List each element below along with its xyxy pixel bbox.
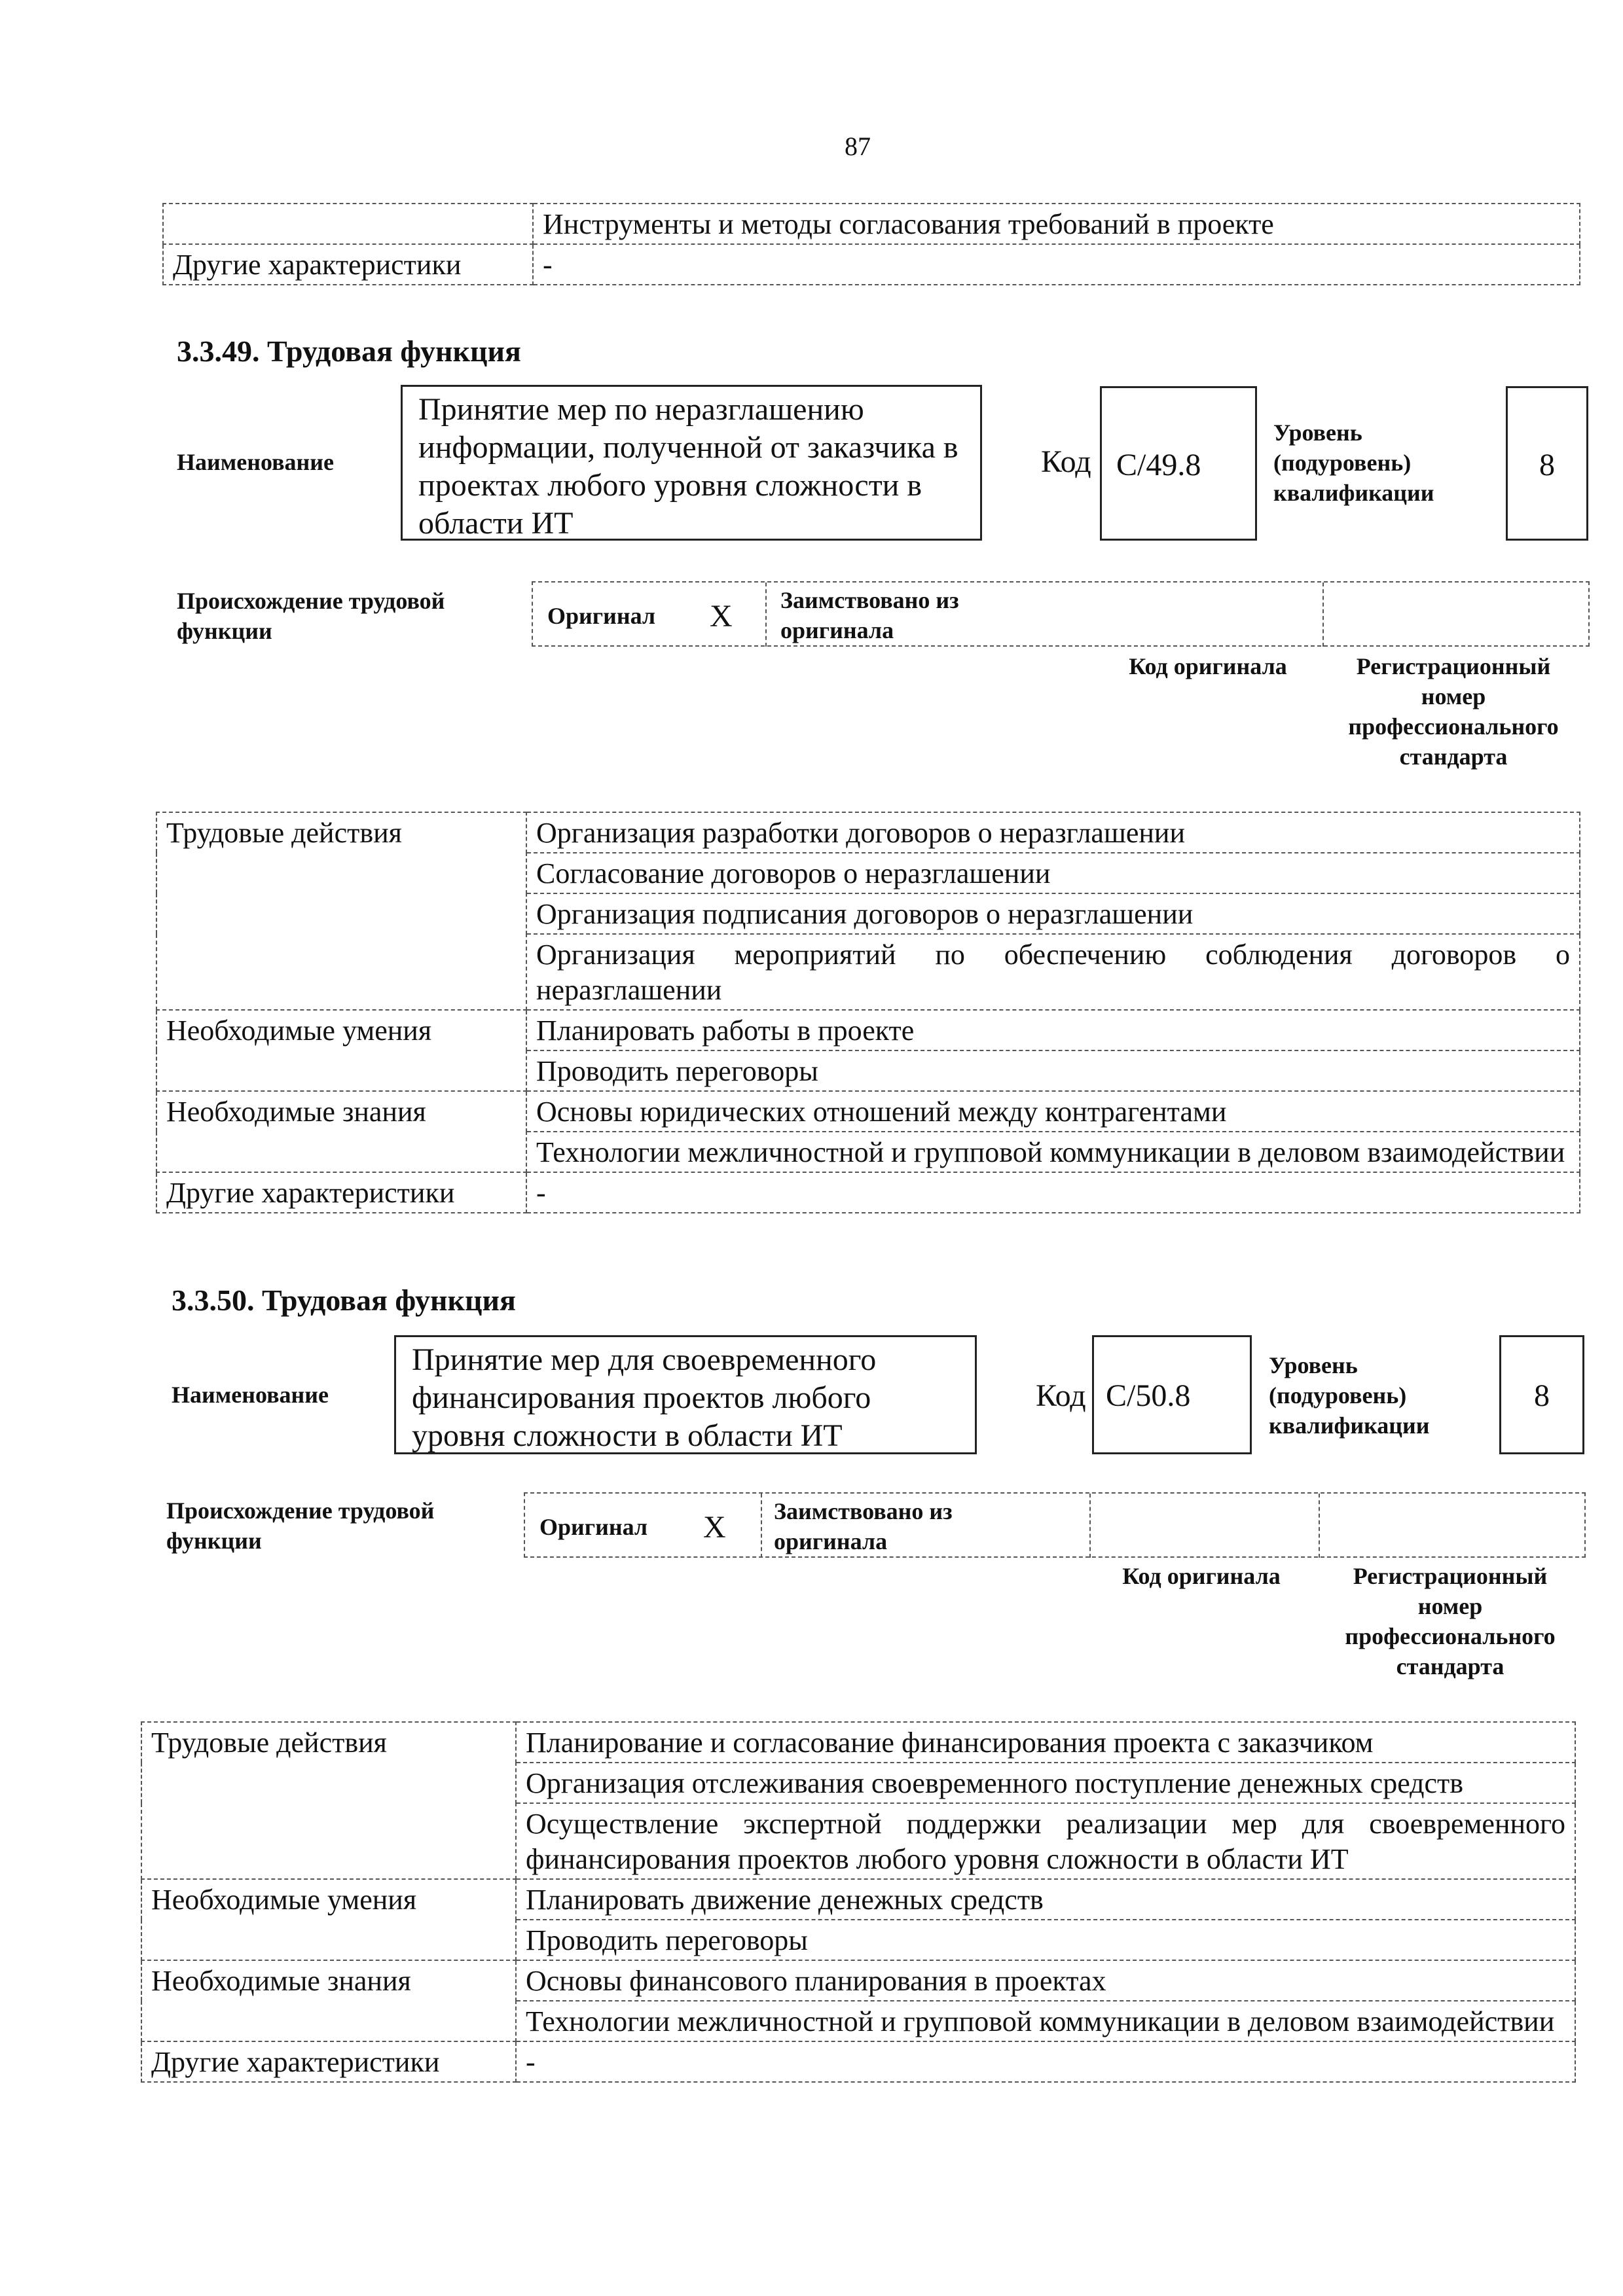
list-item: Осуществление экспертной поддержки реализации мер для своевременного финансирования проектов любого уровня сложности в области ИТ <box>516 1803 1575 1879</box>
table-row <box>156 1091 1580 1132</box>
list-item: Организация подписания договоров о неразглашении <box>526 893 1580 934</box>
borrowed-label: Заимствовано из оригинала <box>780 587 959 643</box>
table-row <box>163 244 1580 285</box>
page-number: 87 <box>845 132 871 161</box>
list-item: Планировать работы в проекте <box>526 1010 1580 1050</box>
origin-label: Происхождение трудовой функции <box>166 1498 435 1554</box>
code-original-caption: Код оригинала <box>1122 1563 1281 1589</box>
list-item: Проводить переговоры <box>516 1920 1575 1960</box>
row-label <box>163 204 533 244</box>
name-label: Наименование <box>177 449 334 475</box>
code-label: Код <box>1041 444 1091 479</box>
function-name-box <box>401 385 982 541</box>
function-details-table <box>156 812 1580 1213</box>
level-box <box>1506 386 1588 541</box>
table-row <box>156 1010 1580 1050</box>
code-value: C/50.8 <box>1106 1378 1191 1413</box>
list-item: Организация мероприятий по обеспечению соблюдения договоров о неразглашении <box>526 934 1580 1010</box>
list-item: Технологии межличностной и групповой коммуникации в деловом взаимодействии <box>526 1132 1580 1172</box>
group-label: Необходимые знания <box>156 1091 526 1172</box>
level-value: 8 <box>1534 1378 1550 1413</box>
table-row <box>141 1879 1575 1920</box>
section-heading: 3.3.50. Трудовая функция <box>172 1283 516 1317</box>
function-name: Принятие мер по неразглашению информации, полученной от заказчика в проектах любого уровня сложности в области ИТ <box>418 392 958 541</box>
list-item: - <box>526 1172 1580 1213</box>
origin-table <box>524 1492 1586 1558</box>
function-name: Принятие мер для своевременного финансирования проектов любого уровня сложности в области ИТ <box>412 1342 877 1453</box>
reg-number-caption: Регистрационный номер профессионального стандарта <box>1348 653 1559 770</box>
table-row <box>163 204 1580 244</box>
row-value: Инструменты и методы согласования требований в проекте <box>533 204 1580 244</box>
original-label: Оригинал <box>547 603 656 629</box>
function-details-table <box>141 1721 1576 2083</box>
group-label: Другие характеристики <box>156 1172 526 1213</box>
list-item: Основы юридических отношений между контрагентами <box>526 1091 1580 1132</box>
list-item: Проводить переговоры <box>526 1050 1580 1091</box>
original-mark: X <box>703 1510 726 1545</box>
code-label: Код <box>1036 1378 1086 1413</box>
original-mark: X <box>710 599 733 634</box>
list-item: Технологии межличностной и групповой коммуникации в деловом взаимодействии <box>516 2001 1575 2041</box>
original-label: Оригинал <box>539 1514 648 1540</box>
group-label: Трудовые действия <box>141 1722 516 1879</box>
origin-label: Происхождение трудовой функции <box>177 588 445 644</box>
table-row <box>141 1722 1575 1763</box>
table-row <box>156 1172 1580 1213</box>
name-label: Наименование <box>172 1382 329 1408</box>
level-label: Уровень (подуровень) квалификации <box>1269 1352 1430 1439</box>
code-value: C/49.8 <box>1116 448 1201 482</box>
table-row <box>141 2041 1575 2082</box>
group-label: Необходимые умения <box>156 1010 526 1091</box>
group-label: Другие характеристики <box>141 2041 516 2082</box>
list-item: Организация отслеживания своевременного поступление денежных средств <box>516 1763 1575 1803</box>
table-row <box>141 1960 1575 2001</box>
code-box <box>1100 386 1257 541</box>
list-item: - <box>516 2041 1575 2082</box>
list-item: Согласование договоров о неразглашении <box>526 853 1580 893</box>
level-value: 8 <box>1539 448 1555 482</box>
borrowed-label: Заимствовано из оригинала <box>774 1498 953 1554</box>
row-value: - <box>533 244 1580 285</box>
table-row <box>156 812 1580 853</box>
level-box <box>1499 1335 1584 1454</box>
list-item: Планирование и согласование финансирования проекта с заказчиком <box>516 1722 1575 1763</box>
reg-number-caption: Регистрационный номер профессионального стандарта <box>1345 1563 1556 1679</box>
function-name-box <box>394 1335 977 1454</box>
level-label: Уровень (подуровень) квалификации <box>1273 420 1434 506</box>
list-item: Организация разработки договоров о неразглашении <box>526 812 1580 853</box>
section-heading: 3.3.49. Трудовая функция <box>177 334 521 368</box>
list-item: Основы финансового планирования в проектах <box>516 1960 1575 2001</box>
code-original-caption: Код оригинала <box>1129 653 1287 679</box>
origin-table <box>532 581 1590 647</box>
list-item: Планировать движение денежных средств <box>516 1879 1575 1920</box>
group-label: Необходимые умения <box>141 1879 516 1960</box>
top-table <box>162 203 1580 285</box>
group-label: Необходимые знания <box>141 1960 516 2041</box>
row-label: Другие характеристики <box>163 244 533 285</box>
code-box <box>1092 1335 1252 1454</box>
group-label: Трудовые действия <box>156 812 526 1010</box>
